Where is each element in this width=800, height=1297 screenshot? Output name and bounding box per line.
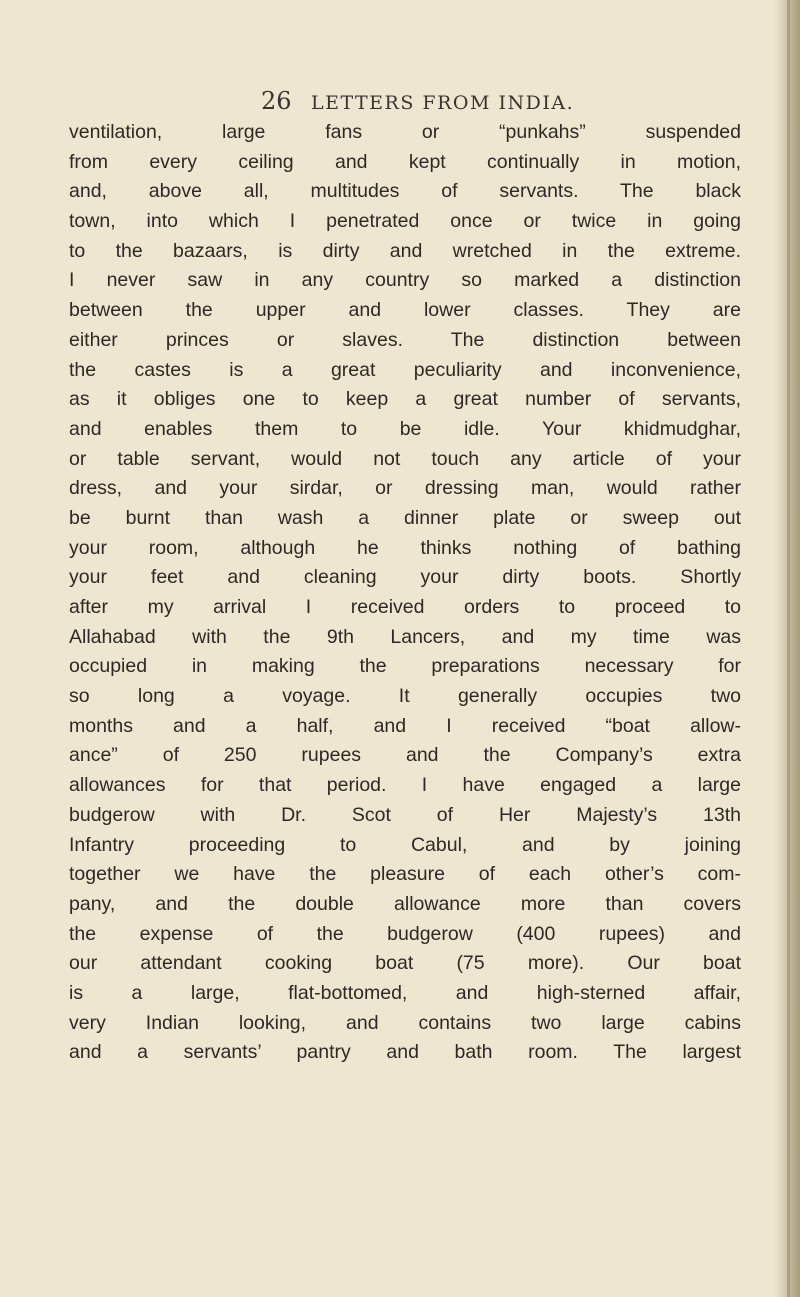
text-line: Infantry proceeding to Cabul, and by joining <box>69 833 741 856</box>
text-line: and a servants’ pantry and bath room. The largest <box>69 1041 741 1064</box>
text-line: I never saw in any country so marked a distinction <box>69 269 741 292</box>
text-line: the expense of the budgerow (400 rupees) and <box>69 922 741 945</box>
text-line: be burnt than wash a dinner plate or sweep out <box>69 506 741 529</box>
text-line: your feet and cleaning your dirty boots. Shortly <box>69 566 741 589</box>
text-line: from every ceiling and kept continually in motion, <box>69 150 741 173</box>
text-line: Allahabad with the 9th Lancers, and my time was <box>69 625 741 648</box>
text-line: budgerow with Dr. Scot of Her Majesty’s 13th <box>69 803 741 826</box>
page-binding-edge <box>787 0 790 1297</box>
text-line: occupied in making the preparations necessary for <box>69 655 741 678</box>
text-line: ance” of 250 rupees and the Company’s extra <box>69 744 741 767</box>
text-line: together we have the pleasure of each other’s com- <box>69 863 741 886</box>
text-line: or table servant, would not touch any article of your <box>69 447 741 470</box>
page-number: 26 <box>261 87 292 115</box>
text-line: town, into which I penetrated once or twice in going <box>69 210 741 233</box>
text-line: after my arrival I received orders to proceed to <box>69 596 741 618</box>
text-line: months and a half, and I received “boat allow- <box>69 714 741 737</box>
text-line: very Indian looking, and contains two large cabins <box>69 1011 741 1034</box>
text-line: ventilation, large fans or “punkahs” suspended <box>69 121 741 143</box>
text-line: to the bazaars, is dirty and wretched in the extreme. <box>69 239 741 262</box>
text-line: is a large, flat-bottomed, and high-sterned affair, <box>69 981 741 1004</box>
text-line: and, above all, multitudes of servants. The black <box>69 180 741 203</box>
text-line: pany, and the double allowance more than covers <box>69 892 741 915</box>
text-line: either princes or slaves. The distinction between <box>69 328 741 351</box>
text-line: between the upper and lower classes. They are <box>69 299 741 322</box>
text-line: your room, although he thinks nothing of bathing <box>69 536 741 559</box>
text-line: our attendant cooking boat (75 more). Our boat <box>69 952 741 975</box>
text-line: allowances for that period. I have engaged a large <box>69 774 741 797</box>
text-line: dress, and your sirdar, or dressing man, would rather <box>69 477 741 500</box>
text-line: the castes is a great peculiarity and inconvenience, <box>69 358 741 381</box>
running-head: LETTERS FROM INDIA. <box>311 92 575 114</box>
body-text <box>69 118 741 1068</box>
page-header <box>261 86 741 122</box>
text-line: as it obliges one to keep a great number of servants, <box>69 388 741 411</box>
text-line: so long a voyage. It generally occupies two <box>69 685 741 708</box>
text-line: and enables them to be idle. Your khidmudghar, <box>69 417 741 440</box>
